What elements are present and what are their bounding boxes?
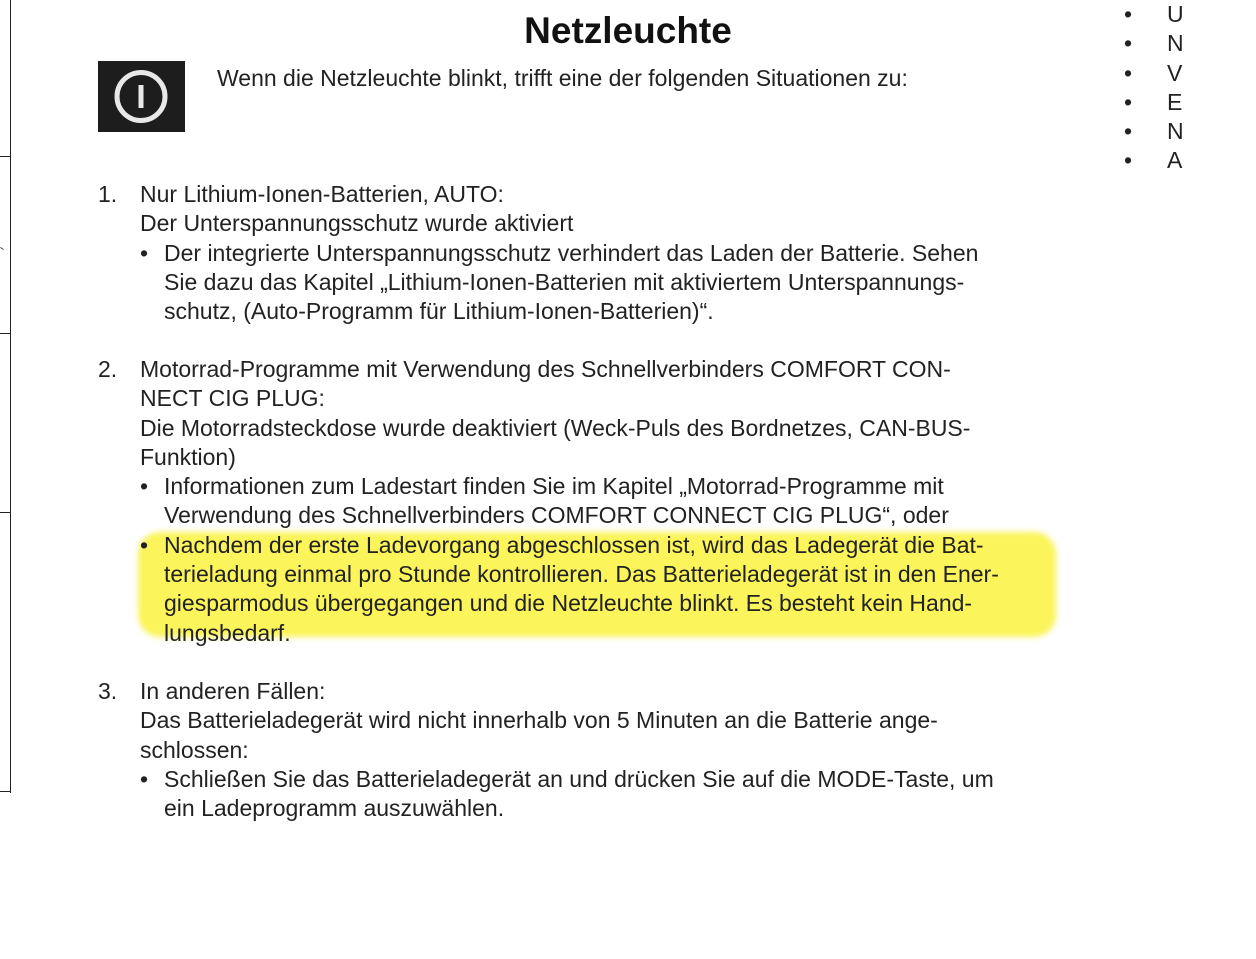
- list-item-text: A: [1167, 147, 1183, 174]
- list-item: [98, 355, 1058, 648]
- power-icon: [98, 61, 185, 132]
- item-heading: Funktion): [140, 443, 236, 470]
- list-item: [1124, 146, 1183, 175]
- bullet-point: [140, 472, 1058, 531]
- bullet-point: [140, 239, 1058, 327]
- bullet-text: Schließen Sie das Batterieladegerät an und drücken Sie auf die MODE-Taste, um: [164, 765, 994, 792]
- bullet-text: Sie dazu das Kapitel „Lithium-Ionen-Batterien mit aktiviertem Unterspannungs-: [164, 268, 965, 295]
- item-heading: Die Motorradsteckdose wurde deaktiviert (Weck-Puls des Bordnetzes, CAN-BUS-: [140, 414, 971, 441]
- bullet-dot: •: [140, 473, 149, 500]
- item-heading: In anderen Fällen:: [140, 678, 326, 704]
- list-item: [1124, 29, 1184, 58]
- right-column-list: [1124, 0, 1184, 176]
- list-item: [1124, 117, 1184, 146]
- divider: [0, 156, 10, 157]
- bullet-text: lungsbedarf.: [164, 619, 291, 646]
- left-column-frame: [0, 0, 11, 793]
- list-item-text: U: [1167, 1, 1184, 27]
- bullet-dot: •: [1124, 1, 1133, 27]
- bullet-dot: •: [1124, 30, 1133, 57]
- item-heading: Nur Lithium-Ionen-Batterien, AUTO:: [140, 181, 504, 207]
- bullet-text: terieladung einmal pro Stunde kontrollieren. Das Batterieladegerät ist in den Ener-: [164, 561, 999, 588]
- list-item: [1124, 0, 1184, 29]
- item-heading: NECT CIG PLUG:: [140, 385, 325, 412]
- bullet-text: Nachdem der erste Ladevorgang abgeschlossen ist, wird das Ladegerät die Bat-: [164, 531, 984, 558]
- item-heading: Motorrad-Programme mit Verwendung des Schnellverbinders COMFORT CON-: [140, 356, 951, 382]
- list-item-text: N: [1167, 118, 1184, 145]
- bullet-dot: •: [140, 531, 149, 558]
- bullet-dot: •: [1124, 147, 1133, 174]
- divider: [0, 333, 10, 334]
- bullet-point: [140, 531, 1058, 648]
- bullet-text: Informationen zum Ladestart finden Sie im Kapitel „Motorrad-Programme mit: [164, 473, 944, 500]
- bullet-dot: •: [140, 239, 149, 266]
- bullet-text: ein Ladeprogramm auszuwählen.: [164, 795, 505, 822]
- bullet-dot: •: [1124, 88, 1133, 115]
- list-item-text: N: [1167, 30, 1184, 57]
- list-item: [98, 180, 1058, 326]
- list-item-text: E: [1167, 88, 1183, 115]
- item-number: 1.: [98, 181, 118, 207]
- list-item: [1124, 88, 1183, 117]
- bullet-dot: •: [1124, 118, 1133, 145]
- item-number: 3.: [98, 678, 118, 704]
- list-item-text: V: [1167, 59, 1183, 86]
- bullet-text: Verwendung des Schnellverbinders COMFORT CONNECT CIG PLUG“, oder: [164, 502, 949, 529]
- list-item: [1124, 59, 1183, 88]
- page-title: Netzleuchte: [524, 10, 732, 51]
- bullet-text: giesparmodus übergegangen und die Netzleuchte blinkt. Es besteht kein Hand-: [164, 590, 973, 617]
- bullet-dot: •: [140, 765, 149, 792]
- bullet-dot: •: [1124, 59, 1133, 86]
- bullet-point: [140, 765, 1058, 824]
- divider: [0, 512, 10, 513]
- bullet-text: schutz, (Auto-Programm für Lithium-Ionen-Batterien)“.: [164, 298, 714, 325]
- item-heading: Das Batterieladegerät wird nicht innerhalb von 5 Minuten an die Batterie ange-: [140, 707, 938, 734]
- item-heading: Der Unterspannungsschutz wurde aktiviert: [140, 210, 574, 237]
- bullet-text: Der integrierte Unterspannungsschutz verhindert das Laden der Batterie. Sehen: [164, 239, 979, 266]
- list-item: [98, 677, 1058, 823]
- intro-text: Wenn die Netzleuchte blinkt, trifft eine der folgenden Situationen zu:: [217, 65, 908, 91]
- divider: [0, 247, 4, 250]
- item-heading: schlossen:: [140, 736, 249, 763]
- item-number: 2.: [98, 356, 118, 382]
- divider: [0, 791, 10, 792]
